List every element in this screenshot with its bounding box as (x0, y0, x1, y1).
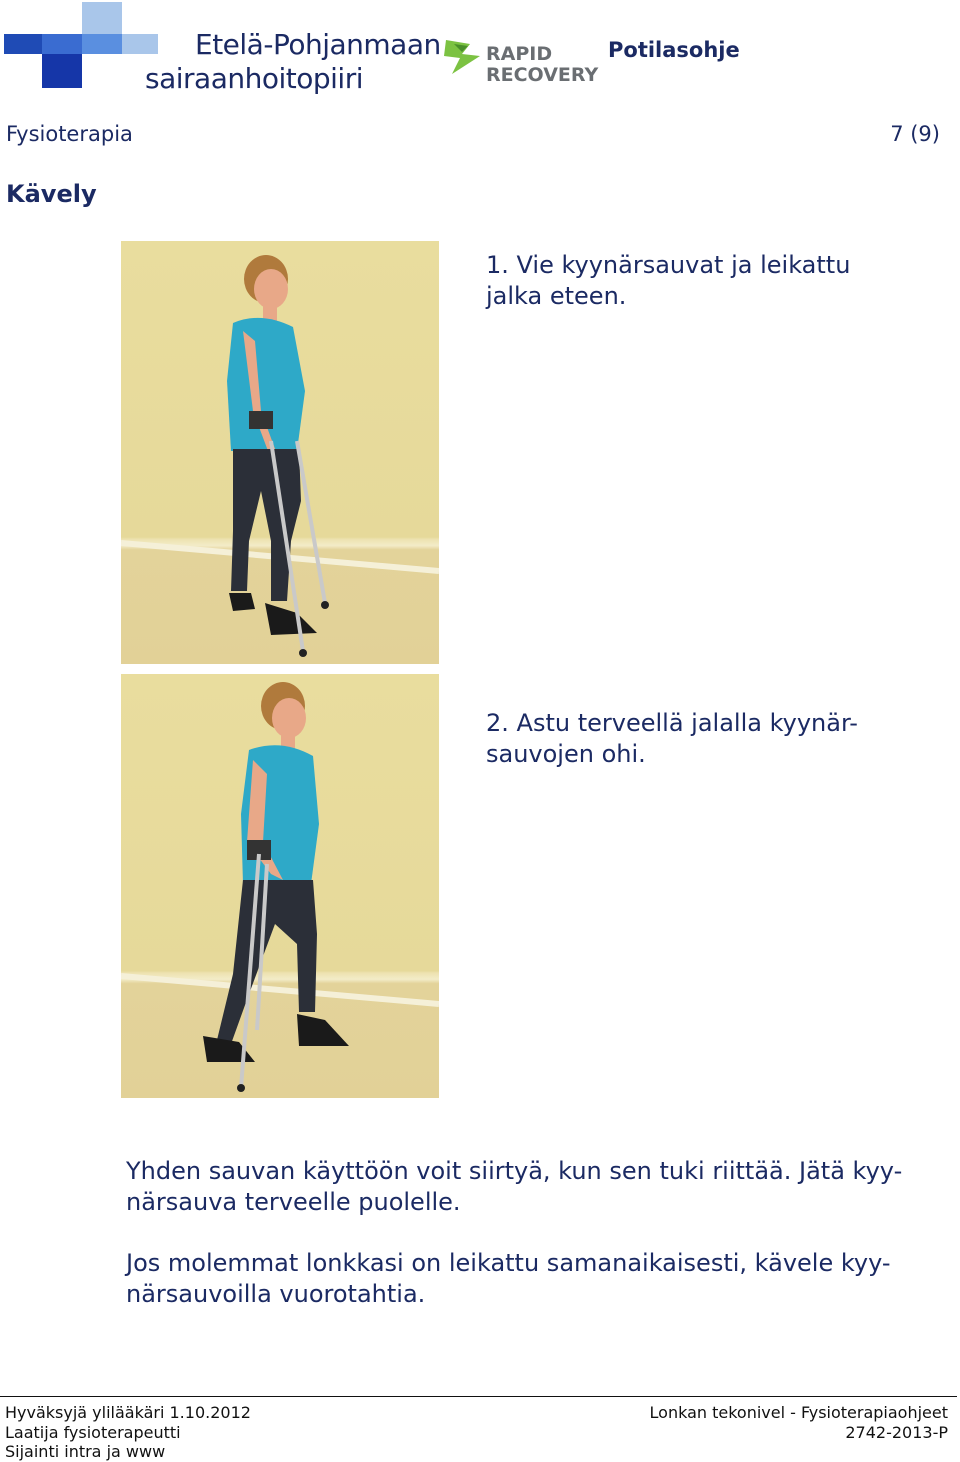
step-1-line2: jalka eteen. (486, 282, 627, 310)
page-number: 7 (9) (890, 122, 940, 146)
department-label: Fysioterapia (6, 122, 133, 146)
footer-approver: Hyväksyjä ylilääkäri 1.10.2012 (5, 1403, 251, 1422)
step-2-line2: sauvojen ohi. (486, 740, 646, 768)
organization-name-line2: sairaanhoitopiiri (145, 62, 363, 95)
footer-location: Sijainti intra ja www (5, 1442, 166, 1461)
paragraph-1-line2: närsauva terveelle puolelle. (126, 1188, 461, 1216)
footer-left (5, 1403, 251, 1462)
footer-document-title: Lonkan tekonivel - Fysioterapiaohjeet (649, 1403, 948, 1422)
paragraph-2-line2: närsauvoilla vuorotahtia. (126, 1280, 426, 1308)
photo-step-2 (121, 674, 439, 1098)
footer-right (650, 1403, 948, 1442)
woman-with-crutches-walking-icon (121, 674, 439, 1098)
paragraph-2-line1: Jos molemmat lonkkasi on leikattu samanaikaisesti, kävele kyy- (126, 1249, 891, 1277)
hospital-cross-logo-icon (0, 0, 160, 92)
woman-with-crutches-icon (121, 241, 439, 664)
instruction-step-2 (486, 708, 906, 770)
footer-divider (0, 1396, 957, 1397)
paragraph-single-crutch (126, 1156, 946, 1218)
step-1-line1: 1. Vie kyynärsauvat ja leikattu (486, 251, 851, 279)
rapid-recovery-wordmark (486, 44, 598, 86)
rapid-recovery-line1: RAPID (486, 43, 553, 65)
organization-name (145, 28, 441, 96)
organization-name-line1: Etelä-Pohjanmaan (195, 28, 441, 61)
step-2-line1: 2. Astu terveellä jalalla kyynär- (486, 709, 858, 737)
paragraph-1-line1: Yhden sauvan käyttöön voit siirtyä, kun sen tuki riittää. Jätä kyy- (126, 1157, 903, 1185)
footer-document-code: 2742-2013-P (845, 1422, 948, 1442)
photo-step-1 (121, 241, 439, 664)
footer-author: Laatija fysioterapeutti (5, 1422, 181, 1442)
paragraph-both-hips (126, 1248, 946, 1310)
section-title: Kävely (6, 180, 97, 208)
instruction-step-1 (486, 250, 906, 312)
document-type: Potilasohje (608, 38, 740, 62)
rapid-recovery-line2: RECOVERY (486, 64, 599, 86)
